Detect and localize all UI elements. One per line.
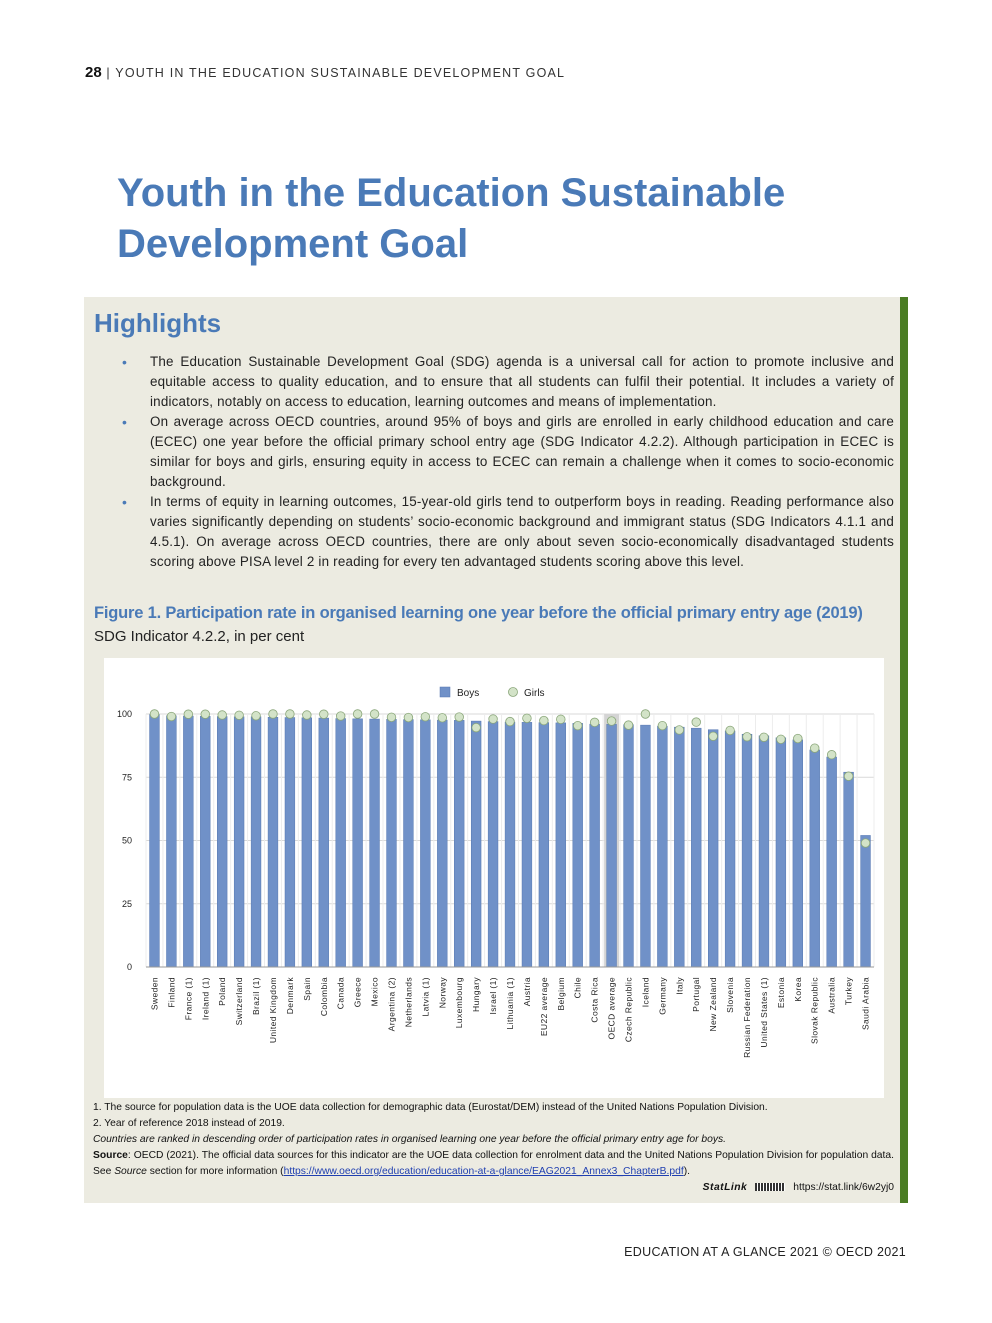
figure-title: Figure 1. Participation rate in organised learning one year before the official primary entry age (2019) [94, 604, 863, 622]
marker-girls [743, 732, 752, 741]
bar-boys [404, 720, 414, 967]
statlink [703, 1182, 894, 1193]
marker-girls [387, 713, 396, 722]
bar-boys [150, 715, 160, 967]
source-label: Source [93, 1150, 128, 1161]
source-text-1: : OECD (2021). The official data sources for this indicator are the UOE data collection for enrolment data and the United Nations Population Division for population data. See [93, 1150, 894, 1177]
highlight-bullet: • On average across OECD countries, around 95% of boys and girls are enrolled in early childhood education and care (ECEC) one year before the official primary school entry age (SDG Indicator 4.2.2). Although participation in ECEC is similar for boys and girls, ensuring equity in access to ECEC can remain a challenge when it comes to socio-economic background. [150, 412, 894, 492]
x-tick-label: Russian Federation [742, 977, 753, 1058]
x-tick-label: Ireland (1) [200, 977, 211, 1021]
bar-boys [827, 757, 837, 967]
x-tick-label: EU22 average [538, 977, 549, 1037]
x-tick-label: Denmark [284, 977, 295, 1015]
statlink-url[interactable]: https://stat.link/6w2yj0 [793, 1182, 894, 1193]
y-tick-label: 50 [121, 835, 132, 846]
marker-girls [556, 715, 565, 724]
marker-girls [523, 714, 532, 723]
ranking-note: Countries are ranked in descending order of participation rates in organised learning one year before the official primary entry age for boys. [93, 1134, 727, 1145]
highlight-bullet: • The Education Sustainable Development Goal (SDG) agenda is a universal call for action to promote inclusive and equitable access to quality education, and to ensure that all students can fulfil their potential. It includes a variety of indicators, notably on access to education, learning outcomes and means of implementation. [150, 352, 894, 412]
marker-girls [827, 750, 836, 759]
x-tick-label: Finland [166, 977, 177, 1008]
marker-girls [861, 839, 870, 848]
bar-boys [200, 716, 210, 967]
x-tick-label: Norway [437, 977, 448, 1009]
bar-boys [607, 724, 617, 967]
bar-boys [641, 725, 651, 967]
x-tick-label: Belgium [555, 977, 566, 1011]
x-tick-label: Argentina (2) [386, 977, 397, 1032]
bar-boys [387, 719, 397, 967]
marker-girls [760, 733, 769, 742]
marker-girls [607, 717, 616, 726]
bar-boys [674, 727, 684, 967]
marker-girls [794, 734, 803, 743]
x-tick-label: Poland [217, 977, 228, 1006]
highlights-title: Highlights [94, 308, 222, 338]
x-tick-label: Italy [674, 977, 685, 995]
marker-girls [624, 721, 633, 730]
bar-boys [336, 719, 346, 967]
y-tick-label: 25 [121, 898, 132, 909]
x-tick-label: Luxembourg [454, 977, 465, 1029]
source-text-3: ). [683, 1166, 691, 1177]
marker-girls [370, 710, 379, 719]
bar-boys [370, 719, 380, 967]
x-tick-label: Portugal [691, 977, 702, 1012]
bar-boys [488, 722, 498, 967]
x-tick-label: Latvia (1) [420, 977, 431, 1017]
bar-boys [742, 734, 752, 967]
note-1: 1. The source for population data is the UOE data collection for demographic data (Eurostat/DEM) instead of the United Nations Population Division. [93, 1102, 768, 1113]
x-tick-label: Greece [352, 977, 363, 1008]
marker-girls [506, 717, 515, 726]
bar-boys [505, 722, 515, 967]
bar-boys [810, 750, 820, 967]
x-tick-label: Costa Rica [589, 977, 600, 1023]
bar-boys [573, 723, 583, 967]
bar-boys [353, 719, 363, 967]
bar-boys [471, 721, 481, 967]
bar-boys [166, 716, 176, 967]
legend-girls-swatch [509, 688, 518, 697]
figure-notes [93, 1100, 894, 1180]
source-link[interactable]: https://www.oecd.org/education/education-at-a-glance/EAG2021_Annex3_ChapterB.pdf [283, 1166, 684, 1177]
page-number: 28 [85, 64, 102, 81]
marker-girls [540, 716, 549, 725]
bar-boys [793, 740, 803, 967]
source-note [93, 1148, 894, 1180]
marker-girls [489, 715, 498, 724]
x-tick-label: Czech Republic [623, 977, 634, 1043]
legend-boys-label: Boys [457, 688, 480, 699]
x-tick-label: Mexico [369, 977, 380, 1007]
marker-girls [353, 710, 362, 719]
x-tick-label: Austria [521, 977, 532, 1007]
bar-boys [234, 717, 244, 967]
bar-boys [759, 736, 769, 967]
x-tick-label: Spain [301, 977, 312, 1001]
x-tick-label: Australia [826, 977, 837, 1014]
source-text-2: section for more information ( [146, 1166, 284, 1177]
bar-boys [522, 722, 532, 967]
marker-girls [201, 710, 210, 719]
x-tick-label: United States (1) [758, 977, 769, 1048]
marker-girls [438, 713, 447, 722]
x-tick-label: Brazil (1) [251, 977, 262, 1016]
running-header [85, 64, 565, 81]
y-tick-label: 75 [121, 772, 132, 783]
x-tick-label: New Zealand [708, 977, 719, 1032]
running-title: YOUTH IN THE EDUCATION SUSTAINABLE DEVELOPMENT GOAL [115, 66, 566, 80]
marker-girls [590, 718, 599, 727]
x-tick-label: Switzerland [234, 977, 245, 1026]
highlight-bullet: • In terms of equity in learning outcomes, 15-year-old girls tend to outperform boys in reading. Reading performance also varies significantly depending on students’ socio-economic background and immigrant status (SDG Indicators 4.1.1 and 4.5.1). On average across OECD countries, there are only about seven socio-economically disadvantaged students scoring above PISA level 2 in reading for every ten advantaged students scoring above this level. [150, 492, 894, 572]
marker-girls [319, 710, 328, 719]
x-tick-label: Iceland [640, 977, 651, 1008]
x-tick-label: Lithuania (1) [505, 977, 515, 1030]
marker-girls [184, 710, 193, 719]
x-tick-label: Canada [335, 977, 346, 1010]
marker-girls [303, 711, 312, 720]
marker-girls [218, 711, 227, 720]
bar-boys [319, 718, 329, 967]
bar-boys [217, 717, 227, 967]
x-tick-label: United Kingdom [267, 977, 278, 1044]
x-tick-label: Chile [572, 977, 583, 999]
x-tick-label: Netherlands [403, 977, 414, 1028]
marker-girls [709, 732, 718, 741]
bar-boys [454, 720, 464, 967]
x-tick-label: Saudi Arabia [860, 977, 871, 1031]
x-tick-label: OECD average [606, 977, 617, 1040]
bar-boys [776, 738, 786, 967]
bar-boys [708, 730, 718, 967]
bar-boys [556, 723, 566, 967]
bar-boys [437, 720, 447, 967]
legend-girls-label: Girls [524, 688, 545, 699]
bar-boys [251, 717, 261, 967]
legend-boys-swatch [440, 687, 450, 697]
marker-girls [641, 710, 650, 719]
y-tick-label: 0 [126, 962, 132, 972]
bar-boys [844, 772, 854, 967]
x-tick-label: Sweden [149, 977, 160, 1011]
marker-girls [404, 713, 413, 722]
marker-girls [692, 718, 701, 727]
marker-girls [421, 712, 430, 721]
x-tick-label: Germany [657, 977, 668, 1015]
bar-boys [590, 724, 600, 967]
marker-girls [455, 713, 464, 722]
figure-subtitle: SDG Indicator 4.2.2, in per cent [94, 628, 305, 645]
x-tick-label: Slovak Republic [809, 977, 820, 1044]
marker-girls [658, 721, 667, 730]
marker-girls [167, 712, 176, 721]
bar-boys [183, 716, 193, 967]
marker-girls [269, 710, 278, 719]
bar-boys [861, 835, 871, 967]
statlink-logo-icon [755, 1183, 785, 1191]
bar-boys [539, 723, 549, 967]
y-tick-label: 100 [116, 709, 132, 719]
note-2: 2. Year of reference 2018 instead of 2019. [93, 1118, 285, 1129]
marker-girls [252, 711, 261, 720]
bar-boys [691, 728, 701, 967]
bar-boys [302, 718, 312, 967]
x-tick-label: Estonia [775, 977, 786, 1009]
bar-boys [420, 720, 430, 967]
x-tick-label: France (1) [183, 977, 194, 1021]
bar-boys [725, 731, 735, 967]
x-tick-label: Colombia [318, 977, 329, 1017]
marker-girls [675, 726, 684, 735]
marker-girls [777, 735, 786, 744]
marker-girls [472, 723, 481, 732]
header-separator: | [106, 66, 111, 80]
chart-container [104, 658, 884, 1098]
marker-girls [286, 710, 295, 719]
chapter-title: Youth in the Education Sustainable Development Goal [117, 171, 786, 266]
x-tick-label: Slovenia [725, 977, 736, 1013]
marker-girls [844, 772, 853, 781]
highlights-list [150, 352, 894, 572]
page-footer: EDUCATION AT A GLANCE 2021 © OECD 2021 [624, 1245, 906, 1259]
x-tick-label: Israel (1) [488, 977, 499, 1015]
panel-accent-rule [900, 297, 908, 1203]
statlink-brand: StatLink [702, 1182, 748, 1193]
participation-chart [104, 658, 884, 1098]
bar-boys [285, 718, 295, 967]
marker-girls [810, 744, 819, 753]
bar-boys [624, 725, 634, 967]
bar-boys [268, 717, 278, 967]
marker-girls [336, 712, 345, 721]
marker-girls [235, 711, 244, 720]
marker-girls [726, 726, 735, 735]
bar-boys [657, 726, 667, 967]
marker-girls [573, 721, 582, 730]
marker-girls [150, 710, 159, 719]
x-tick-label: Turkey [843, 977, 854, 1006]
source-italic: Source [114, 1166, 147, 1177]
x-tick-label: Hungary [471, 977, 482, 1012]
x-tick-label: Korea [792, 977, 803, 1002]
